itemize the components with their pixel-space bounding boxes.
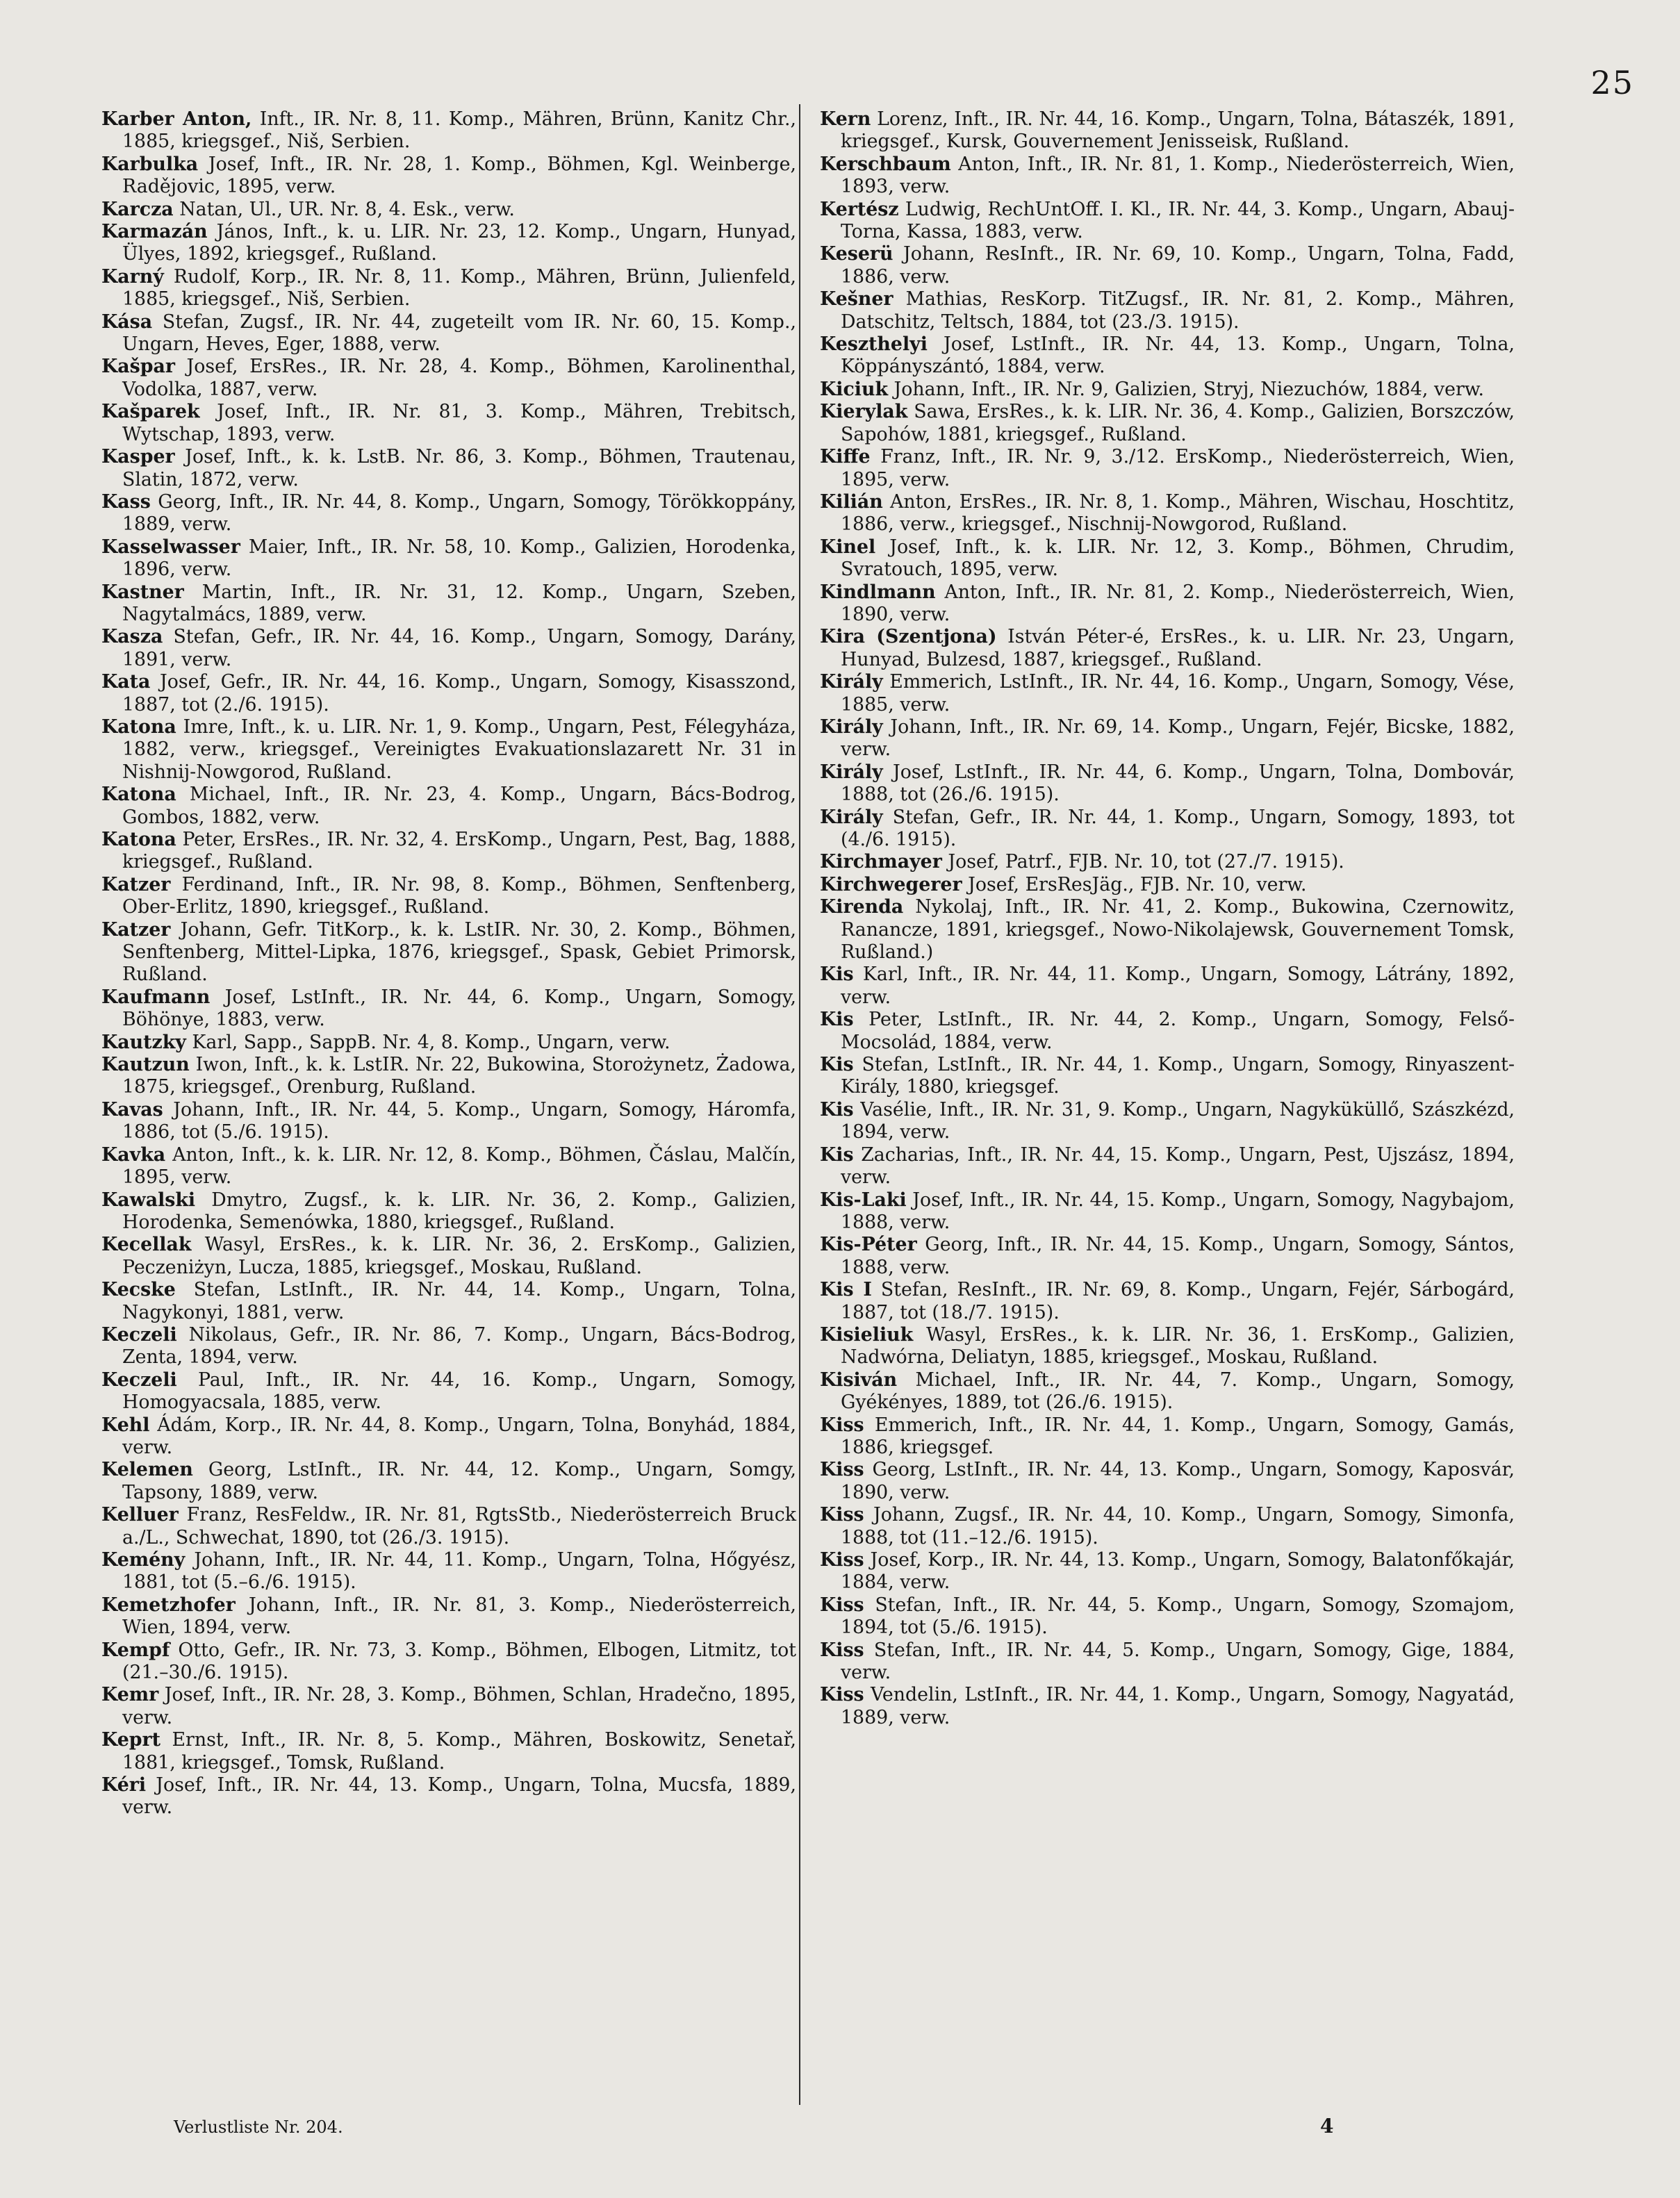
entry-details: Vendelin, LstInft., IR. Nr. 44, 1. Komp., Ungarn, Somogy, Nagyatád, 1889, verw.	[841, 1684, 1515, 1728]
entry-surname: Kautzun	[101, 1054, 190, 1076]
entry-details: Josef, LstInft., IR. Nr. 44, 6. Komp., Ungarn, Tolna, Dombovár, 1888, tot (26./6. 1915).	[841, 761, 1515, 806]
list-entry	[101, 266, 796, 311]
entry-surname: Kempf	[101, 1639, 170, 1661]
list-entry	[101, 1279, 796, 1324]
entry-details: Georg, Inft., IR. Nr. 44, 15. Komp., Ungarn, Somogy, Sántos, 1888, verw.	[841, 1234, 1515, 1278]
entry-details: Sawa, ErsRes., k. k. LIR. Nr. 36, 4. Komp., Galizien, Borszczów, Sapohów, 1881, kriegsgef., Rußland.	[841, 401, 1515, 445]
entry-surname: Kira (Szentjona)	[820, 626, 997, 648]
entry-surname: Kiss	[820, 1459, 864, 1481]
entry-details: Maier, Inft., IR. Nr. 58, 10. Komp., Galizien, Horodenka, 1896, verw.	[122, 536, 796, 581]
entry-details: Josef, Inft., IR. Nr. 81, 3. Komp., Mähren, Trebitsch, Wytschap, 1893, verw.	[122, 401, 796, 445]
entry-surname: Kinel	[820, 536, 876, 558]
entry-surname: Kautzky	[101, 1031, 186, 1053]
entry-surname: Kecske	[101, 1279, 176, 1301]
entry-details: Ludwig, RechUntOff. I. Kl., IR. Nr. 44, 3. Komp., Ungarn, Abauj-Torna, Kassa, 1883, verw.	[841, 198, 1515, 243]
list-entry	[101, 874, 796, 919]
entry-details: Lorenz, Inft., IR. Nr. 44, 16. Komp., Ungarn, Tolna, Bátaszék, 1891, kriegsgef., Kursk, Gouvernement Jenisseisk, Rußland.	[841, 108, 1515, 153]
entry-surname: Kása	[101, 311, 153, 333]
entry-surname: Kiciuk	[820, 378, 889, 400]
entry-surname: Kemény	[101, 1549, 186, 1571]
entry-surname: Kis	[820, 964, 854, 986]
entry-surname: Kavka	[101, 1143, 166, 1166]
entry-surname: Kerschbaum	[820, 153, 951, 175]
entry-details: Rudolf, Korp., IR. Nr. 8, 11. Komp., Mähren, Brünn, Julienfeld, 1885, kriegsgef., Niš, Serbien.	[122, 265, 796, 311]
list-entry	[820, 1369, 1515, 1414]
list-entry	[820, 243, 1515, 288]
list-entry	[820, 1054, 1515, 1099]
entry-details: Anton, Inft., k. k. LIR. Nr. 12, 8. Komp., Böhmen, Čáslau, Malčín, 1895, verw.	[122, 1143, 796, 1189]
entry-surname: Kastner	[101, 581, 184, 603]
entry-details: Stefan, Inft., IR. Nr. 44, 5. Komp., Ungarn, Somogy, Gige, 1884, verw.	[841, 1639, 1515, 1684]
list-entry	[820, 807, 1515, 852]
entry-surname: Kisieliuk	[820, 1323, 914, 1346]
list-entry	[101, 626, 796, 671]
entry-details: Georg, LstInft., IR. Nr. 44, 12. Komp., Ungarn, Somgy, Tapsony, 1889, verw.	[122, 1459, 796, 1503]
entry-details: Josef, Patrf., FJB. Nr. 10, tot (27./7. 1915).	[941, 851, 1344, 873]
entry-details: Mathias, ResKorp. TitZugsf., IR. Nr. 81, 2. Komp., Mähren, Datschitz, Teltsch, 1884, tot (23./3. 1915).	[841, 288, 1515, 333]
entry-surname: Kehl	[101, 1414, 150, 1436]
entry-surname: Keczeli	[101, 1323, 177, 1346]
list-entry	[101, 1369, 796, 1414]
entry-details: Josef, LstInft., IR. Nr. 44, 6. Komp., Ungarn, Somogy, Böhönye, 1883, verw.	[122, 986, 796, 1031]
entry-surname: Király	[820, 671, 883, 693]
entry-surname: Kiss	[820, 1639, 864, 1661]
entry-details: Natan, Ul., UR. Nr. 8, 4. Esk., verw.	[173, 198, 515, 220]
entry-surname: Kasselwasser	[101, 536, 240, 558]
list-entry	[820, 1189, 1515, 1234]
list-entry	[101, 1504, 796, 1549]
entry-details: Vasélie, Inft., IR. Nr. 31, 9. Komp., Ungarn, Nagyküküllő, Szászkézd, 1894, verw.	[841, 1098, 1515, 1143]
list-entry	[101, 536, 796, 581]
entry-surname: Karmazán	[101, 221, 208, 243]
entry-surname: Kašparek	[101, 401, 200, 423]
entry-details: Karl, Inft., IR. Nr. 44, 11. Komp., Ungarn, Somogy, Látrány, 1892, verw.	[841, 964, 1515, 1008]
entry-surname: Kelemen	[101, 1459, 193, 1481]
entry-details: Johann, ResInft., IR. Nr. 69, 10. Komp., Ungarn, Tolna, Fadd, 1886, verw.	[841, 243, 1515, 288]
list-entry	[101, 784, 796, 829]
entry-surname: Kirchwegerer	[820, 873, 962, 895]
entry-details: Nikolaus, Gefr., IR. Nr. 86, 7. Komp., Ungarn, Bács-Bodrog, Zenta, 1894, verw.	[122, 1323, 796, 1369]
list-entry	[820, 154, 1515, 199]
entry-surname: Kirenda	[820, 896, 904, 918]
entry-details: Stefan, LstInft., IR. Nr. 44, 1. Komp., Ungarn, Somogy, Rinyaszent-Király, 1880, kriegsgef.	[841, 1054, 1515, 1098]
entry-surname: Kis I	[820, 1279, 872, 1301]
list-entry	[101, 1324, 796, 1369]
entry-details: Emmerich, LstInft., IR. Nr. 44, 16. Komp., Ungarn, Somogy, Vése, 1885, verw.	[841, 671, 1515, 716]
entry-details: Martin, Inft., IR. Nr. 31, 12. Komp., Ungarn, Szeben, Nagytalmács, 1889, verw.	[122, 581, 796, 625]
entry-details: Inft., IR. Nr. 8, 11. Komp., Mähren, Brünn, Kanitz Chr., 1885, kriegsgef., Niš, Serbien.	[122, 108, 796, 153]
footer-title: Verlustliste Nr. 204.	[174, 2117, 343, 2137]
list-entry	[820, 1549, 1515, 1594]
entry-surname: Kern	[820, 108, 871, 130]
list-entry	[101, 986, 796, 1032]
list-entry	[820, 896, 1515, 964]
entry-details: Anton, Inft., IR. Nr. 81, 2. Komp., Niederösterreich, Wien, 1890, verw.	[841, 581, 1515, 625]
list-entry	[101, 1774, 796, 1819]
list-entry	[101, 919, 796, 986]
entry-details: Josef, ErsResJäg., FJB. Nr. 10, verw.	[962, 873, 1307, 895]
list-entry	[820, 108, 1515, 154]
entry-surname: Kindlmann	[820, 581, 936, 603]
entry-surname: Kasza	[101, 626, 163, 648]
entry-surname: Karber Anton,	[101, 108, 252, 130]
entry-surname: Katona	[101, 829, 176, 850]
entry-surname: Király	[820, 761, 883, 783]
entry-surname: Király	[820, 806, 883, 828]
entry-surname: Kawalski	[101, 1189, 196, 1211]
entry-surname: Kis	[820, 1098, 854, 1121]
entry-surname: Kavas	[101, 1098, 163, 1121]
entry-details: Josef, Inft., IR. Nr. 44, 15. Komp., Ungarn, Somogy, Nagybajom, 1888, verw.	[841, 1189, 1515, 1233]
list-entry	[820, 874, 1515, 896]
list-entry	[820, 964, 1515, 1009]
list-entry	[101, 1054, 796, 1099]
entry-surname: Kaufmann	[101, 986, 211, 1008]
entry-surname: Kemetzhofer	[101, 1594, 236, 1616]
list-entry	[820, 446, 1515, 491]
entry-details: Wasyl, ErsRes., k. k. LIR. Nr. 36, 1. ErsKomp., Galizien, Nadwórna, Deliatyn, 1885, kriegsgef., Moskau, Rußland.	[841, 1323, 1515, 1369]
entry-details: Johann, Inft., IR. Nr. 44, 5. Komp., Ungarn, Somogy, Háromfa, 1886, tot (5./6. 1915).	[122, 1098, 796, 1143]
entry-details: Dmytro, Zugsf., k. k. LIR. Nr. 36, 2. Komp., Galizien, Horodenka, Semenówka, 1880, kriegsgef., Rußland.	[122, 1189, 796, 1233]
list-entry	[101, 311, 796, 356]
entry-surname: Kéri	[101, 1774, 147, 1796]
list-entry	[820, 1504, 1515, 1549]
entry-details: Stefan, LstInft., IR. Nr. 44, 14. Komp., Ungarn, Tolna, Nagykonyi, 1881, verw.	[122, 1279, 796, 1323]
entry-details: Imre, Inft., k. u. LIR. Nr. 1, 9. Komp., Ungarn, Pest, Félegyháza, 1882, verw., kriegsgef., Vereinigtes Evakuationslazarett Nr. 31 in Nishnij-Nowgorod, Rußland.	[122, 716, 796, 783]
entry-surname: Kisiván	[820, 1369, 898, 1391]
list-entry	[820, 1099, 1515, 1144]
list-entry	[820, 288, 1515, 333]
entry-surname: Kiss	[820, 1414, 864, 1436]
entry-details: Peter, LstInft., IR. Nr. 44, 2. Komp., Ungarn, Somogy, Felső-Mocsolád, 1884, verw.	[841, 1009, 1515, 1053]
entry-surname: Katona	[101, 716, 176, 738]
list-entry	[101, 1189, 796, 1234]
entry-details: Stefan, ResInft., IR. Nr. 69, 8. Komp., Ungarn, Fejér, Sárbogárd, 1887, tot (18./7. 1915).	[841, 1279, 1515, 1323]
entry-details: Josef, Gefr., IR. Nr. 44, 16. Komp., Ungarn, Somogy, Kisasszond, 1887, tot (2./6. 1915).	[122, 671, 796, 716]
entry-details: Georg, LstInft., IR. Nr. 44, 13. Komp., Ungarn, Somogy, Kaposvár, 1890, verw.	[841, 1459, 1515, 1503]
footer-signature: 4	[1320, 2115, 1334, 2138]
entry-surname: Kašpar	[101, 356, 175, 378]
entry-details: Ádám, Korp., IR. Nr. 44, 8. Komp., Ungarn, Tolna, Bonyhád, 1884, verw.	[122, 1414, 796, 1458]
list-entry	[101, 716, 796, 784]
entry-surname: Kiss	[820, 1684, 864, 1706]
entry-details: Josef, Inft., IR. Nr. 28, 1. Komp., Böhmen, Kgl. Weinberge, Radějovic, 1895, verw.	[122, 153, 796, 198]
list-entry	[820, 491, 1515, 536]
list-entry	[101, 671, 796, 716]
list-entry	[820, 716, 1515, 761]
entry-surname: Kis	[820, 1054, 854, 1076]
list-entry	[101, 1099, 796, 1144]
entry-details: Johann, Zugsf., IR. Nr. 44, 10. Komp., Ungarn, Somogy, Simonfa, 1888, tot (11.–12./6. 1915).	[841, 1504, 1515, 1548]
entry-details: Ferdinand, Inft., IR. Nr. 98, 8. Komp., Böhmen, Senftenberg, Ober-Erlitz, 1890, kriegsgef., Rußland.	[122, 873, 796, 918]
list-entry	[101, 491, 796, 536]
entry-surname: Kešner	[820, 288, 893, 311]
list-entry	[820, 1279, 1515, 1324]
entry-surname: Kiss	[820, 1504, 864, 1526]
list-entry	[101, 1549, 796, 1594]
entry-details: Michael, Inft., IR. Nr. 44, 7. Komp., Ungarn, Somogy, Gyékényes, 1889, tot (26./6. 1915).	[841, 1369, 1515, 1414]
list-entry	[820, 626, 1515, 671]
list-entry	[820, 1639, 1515, 1685]
entry-details: Karl, Sapp., SappB. Nr. 4, 8. Komp., Ungarn, verw.	[186, 1031, 670, 1053]
entry-details: Michael, Inft., IR. Nr. 23, 4. Komp., Ungarn, Bács-Bodrog, Gombos, 1882, verw.	[122, 784, 796, 828]
list-entry	[101, 199, 796, 221]
entry-surname: Keprt	[101, 1729, 160, 1751]
entry-details: Stefan, Gefr., IR. Nr. 44, 16. Komp., Ungarn, Somogy, Darány, 1891, verw.	[122, 626, 796, 670]
list-entry	[101, 1414, 796, 1460]
entry-surname: Keserü	[820, 243, 893, 265]
entry-details: Stefan, Gefr., IR. Nr. 44, 1. Komp., Ungarn, Somogy, 1893, tot (4./6. 1915).	[841, 806, 1515, 850]
entry-details: Franz, Inft., IR. Nr. 9, 3./12. ErsKomp., Niederösterreich, Wien, 1895, verw.	[841, 446, 1515, 490]
entry-details: Franz, ResFeldw., IR. Nr. 81, RgtsStb., Niederösterreich Bruck a./L., Schwechat, 1890, tot (26./3. 1915).	[122, 1504, 796, 1548]
list-entry	[820, 199, 1515, 244]
list-entry	[820, 1414, 1515, 1460]
list-entry	[101, 1594, 796, 1639]
entry-surname: Kirchmayer	[820, 851, 942, 873]
entry-details: Josef, Inft., IR. Nr. 28, 3. Komp., Böhmen, Schlan, Hradečno, 1895, verw.	[122, 1684, 796, 1728]
entry-details: Josef, Korp., IR. Nr. 44, 13. Komp., Ungarn, Somogy, Balatonfőkajár, 1884, verw.	[841, 1549, 1515, 1594]
entry-surname: Katzer	[101, 918, 171, 941]
page-number: 25	[1590, 64, 1634, 101]
left-column	[101, 108, 796, 1819]
entry-details: Johann, Gefr. TitKorp., k. k. LstIR. Nr. 30, 2. Komp., Böhmen, Senftenberg, Mittel-Lipka, 1876, kriegsgef., Spask, Gebiet Primorsk, Rußland.	[122, 918, 796, 986]
entry-surname: Kiss	[820, 1594, 864, 1616]
list-entry	[820, 1324, 1515, 1369]
entry-details: Nykolaj, Inft., IR. Nr. 41, 2. Komp., Bukowina, Czernowitz, Ranancze, 1891, kriegsgef., Nowo-Nikolajewsk, Gouvernement Tomsk, Rußland.)	[841, 896, 1515, 964]
entry-surname: Kis-Laki	[820, 1189, 907, 1211]
entry-details: Ernst, Inft., IR. Nr. 8, 5. Komp., Mähren, Boskowitz, Senetař, 1881, kriegsgef., Tomsk, Rußland.	[122, 1729, 796, 1774]
entry-details: István Péter-é, ErsRes., k. u. LIR. Nr. 23, Ungarn, Hunyad, Bulzesd, 1887, kriegsgef., Rußland.	[841, 626, 1515, 670]
entry-surname: Katona	[101, 784, 176, 806]
entry-details: Josef, Inft., k. k. LstB. Nr. 86, 3. Komp., Böhmen, Trautenau, Slatin, 1872, verw.	[122, 446, 796, 490]
entry-details: Peter, ErsRes., IR. Nr. 32, 4. ErsKomp., Ungarn, Pest, Bag, 1888, kriegsgef., Rußland.	[122, 829, 796, 873]
entry-surname: Kata	[101, 671, 151, 693]
list-entry	[820, 1234, 1515, 1279]
entry-surname: Keszthelyi	[820, 333, 928, 356]
entry-details: Emmerich, Inft., IR. Nr. 44, 1. Komp., Ungarn, Somogy, Gamás, 1886, kriegsgef.	[841, 1414, 1515, 1458]
entry-details: Anton, ErsRes., IR. Nr. 8, 1. Komp., Mähren, Wischau, Hoschtitz, 1886, verw., kriegsgef., Nischnij-Nowgorod, Rußland.	[841, 490, 1515, 536]
list-entry	[101, 356, 796, 401]
entry-details: Josef, ErsRes., IR. Nr. 28, 4. Komp., Böhmen, Karolinenthal, Vodolka, 1887, verw.	[122, 356, 796, 400]
list-entry	[101, 1234, 796, 1279]
list-entry	[820, 851, 1515, 873]
list-entry	[101, 446, 796, 491]
list-entry	[820, 761, 1515, 807]
right-column	[820, 108, 1515, 1729]
list-entry	[101, 401, 796, 446]
list-entry	[820, 671, 1515, 716]
list-entry	[820, 536, 1515, 581]
entry-details: Zacharias, Inft., IR. Nr. 44, 15. Komp., Ungarn, Pest, Ujszász, 1894, verw.	[841, 1143, 1515, 1189]
entry-details: Josef, Inft., k. k. LIR. Nr. 12, 3. Komp., Böhmen, Chrudim, Svratouch, 1895, verw.	[841, 536, 1515, 581]
entry-surname: Kelluer	[101, 1504, 179, 1526]
entry-surname: Kilián	[820, 490, 883, 513]
entry-details: Johann, Inft., IR. Nr. 81, 3. Komp., Niederösterreich, Wien, 1894, verw.	[122, 1594, 796, 1639]
list-entry	[101, 829, 796, 874]
list-entry	[101, 1032, 796, 1054]
entry-details: János, Inft., k. u. LIR. Nr. 23, 12. Komp., Ungarn, Hunyad, Ülyes, 1892, kriegsgef., Rußland.	[122, 221, 796, 265]
entry-surname: Kis-Péter	[820, 1234, 917, 1256]
list-entry	[101, 1684, 796, 1729]
entry-surname: Kertész	[820, 198, 899, 220]
entry-surname: Kass	[101, 490, 151, 513]
list-entry	[820, 401, 1515, 446]
list-entry	[820, 1459, 1515, 1504]
entry-surname: Kis	[820, 1009, 854, 1031]
entry-surname: Katzer	[101, 873, 171, 895]
entry-details: Paul, Inft., IR. Nr. 44, 16. Komp., Ungarn, Somogy, Homogyacsala, 1885, verw.	[122, 1369, 796, 1414]
entry-details: Anton, Inft., IR. Nr. 81, 1. Komp., Niederösterreich, Wien, 1893, verw.	[841, 153, 1515, 198]
entry-surname: Keczeli	[101, 1369, 177, 1391]
entry-details: Otto, Gefr., IR. Nr. 73, 3. Komp., Böhmen, Elbogen, Litmitz, tot (21.–30./6. 1915).	[122, 1639, 796, 1684]
list-entry	[820, 379, 1515, 401]
list-entry	[101, 1639, 796, 1685]
entry-details: Johann, Inft., IR. Nr. 9, Galizien, Stryj, Niezuchów, 1884, verw.	[888, 378, 1485, 400]
entry-details: Wasyl, ErsRes., k. k. LIR. Nr. 36, 2. ErsKomp., Galizien, Peczeniżyn, Lucza, 1885, kriegsgef., Moskau, Rußland.	[122, 1234, 796, 1278]
list-entry	[101, 108, 796, 154]
entry-surname: Kiss	[820, 1549, 864, 1571]
list-entry	[101, 1144, 796, 1189]
entry-surname: Kierylak	[820, 401, 908, 423]
list-entry	[101, 1729, 796, 1774]
entry-surname: Kis	[820, 1143, 854, 1166]
list-entry	[101, 581, 796, 627]
entry-surname: Kasper	[101, 446, 175, 468]
entry-surname: Karbulka	[101, 153, 199, 175]
entry-details: Stefan, Zugsf., IR. Nr. 44, zugeteilt vom IR. Nr. 60, 15. Komp., Ungarn, Heves, Eger, 1888, verw.	[122, 311, 796, 356]
list-entry	[101, 221, 796, 266]
entry-details: Georg, Inft., IR. Nr. 44, 8. Komp., Ungarn, Somogy, Törökkoppány, 1889, verw.	[122, 490, 796, 536]
entry-details: Johann, Inft., IR. Nr. 69, 14. Komp., Ungarn, Fejér, Bicske, 1882, verw.	[841, 716, 1515, 761]
list-entry	[820, 1009, 1515, 1054]
entry-details: Josef, LstInft., IR. Nr. 44, 13. Komp., Ungarn, Tolna, Köppányszántó, 1884, verw.	[841, 333, 1515, 378]
entry-surname: Karný	[101, 265, 164, 288]
entry-surname: Kecellak	[101, 1234, 192, 1256]
entry-surname: Király	[820, 716, 883, 738]
column-divider	[799, 104, 800, 2105]
list-entry	[820, 1684, 1515, 1729]
entry-details: Josef, Inft., IR. Nr. 44, 13. Komp., Ungarn, Tolna, Mucsfa, 1889, verw.	[122, 1774, 796, 1819]
list-entry	[101, 1459, 796, 1504]
entry-details: Johann, Inft., IR. Nr. 44, 11. Komp., Ungarn, Tolna, Hőgyész, 1881, tot (5.–6./6. 1915).	[122, 1549, 796, 1594]
entry-surname: Kiffe	[820, 446, 871, 468]
entry-details: Iwon, Inft., k. k. LstIR. Nr. 22, Bukowina, Storożynetz, Żadowa, 1875, kriegsgef., Orenburg, Rußland.	[122, 1054, 796, 1098]
entry-surname: Karcza	[101, 198, 174, 220]
list-entry	[820, 333, 1515, 379]
entry-surname: Kemr	[101, 1684, 159, 1706]
entry-details: Stefan, Inft., IR. Nr. 44, 5. Komp., Ungarn, Somogy, Szomajom, 1894, tot (5./6. 1915).	[841, 1594, 1515, 1639]
list-entry	[101, 154, 796, 199]
list-entry	[820, 581, 1515, 627]
list-entry	[820, 1594, 1515, 1639]
list-entry	[820, 1144, 1515, 1189]
